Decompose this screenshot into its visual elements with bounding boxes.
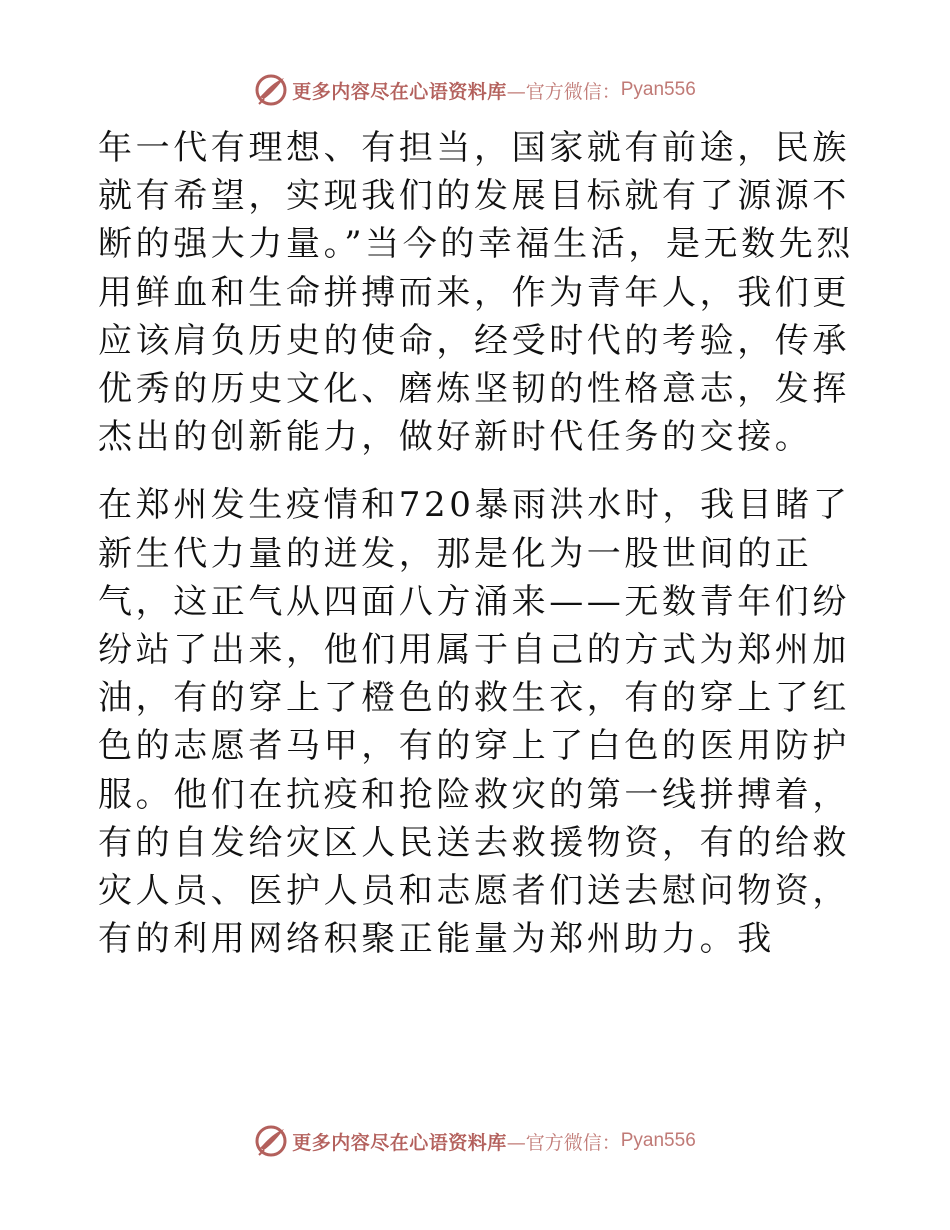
body-paragraph-1: 年一代有理想、有担当，国家就有前途，民族就有希望，实现我们的发展目标就有了源源不断的强大力量。”当今的幸福生活，是无数先烈用鲜血和生命拼搏而来，作为青年人，我们更应该肩负历史的使命，经受时代的考验，传承优秀的历史文化、磨炼坚韧的性格意志，发挥杰出的创新能力，做好新时代任务的交接。 bbox=[98, 128, 854, 458]
banner-wechat-id: Pyan556 bbox=[620, 1130, 696, 1151]
banner-brand-text: 更多内容尽在心语资料库 bbox=[292, 1131, 507, 1154]
quill-circle-logo-icon bbox=[254, 73, 288, 107]
footer-banner bbox=[0, 1121, 950, 1161]
banner-contact-text: —官方微信： bbox=[506, 1131, 621, 1154]
quill-circle-logo-icon bbox=[254, 1124, 288, 1158]
banner-contact-text: —官方微信： bbox=[506, 80, 621, 103]
document-body bbox=[98, 124, 854, 963]
banner-wechat-id: Pyan556 bbox=[620, 79, 696, 100]
header-banner bbox=[0, 70, 950, 110]
body-paragraph-2: 在郑州发生疫情和720暴雨洪水时，我目睹了新生代力量的迸发，那是化为一股世间的正气，这正气从四面八方涌来——无数青年们纷纷站了出来，他们用属于自己的方式为郑州加油，有的穿上了橙色的救生衣，有的穿上了红色的志愿者马甲，有的穿上了白色的医用防护服。他们在抗疫和抢险救灾的第一线拼搏着，有的自发给灾区人民送去救援物资，有的给救灾人员、医护人员和志愿者们送去慰问物资，有的利用网络积聚正能量为郑州助力。我 bbox=[98, 485, 851, 960]
banner-brand-text: 更多内容尽在心语资料库 bbox=[292, 80, 507, 103]
